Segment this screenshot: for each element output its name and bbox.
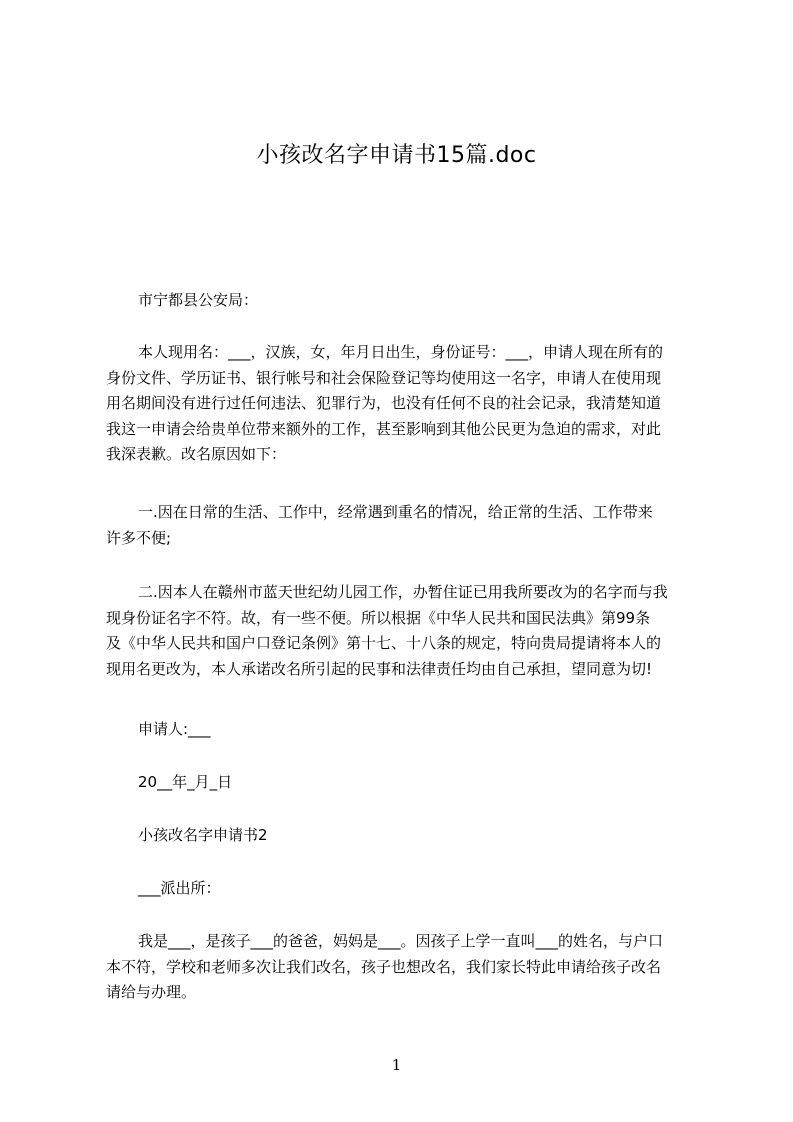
document-title: 小孩改名字申请书15篇.doc <box>256 143 537 168</box>
paragraph-line: 身份文件、学历证书、银行帐号和社会保险登记等均使用这一名字，申请人在使用现 <box>106 368 662 387</box>
salutation: 市宁都县公安局： <box>138 291 259 309</box>
paragraph-line: 用名期间没有进行过任何违法、犯罪行为，也没有任何不良的社会记录，我清楚知道 <box>106 394 662 412</box>
paragraph-line: 我是___，是孩子___的爸爸，妈妈是___。因孩子上学一直叫___的姓名，与户口 <box>138 932 664 950</box>
reason-one-paragraph <box>106 500 706 551</box>
page-number: 1 <box>391 1056 402 1074</box>
applicant-line: 申请人:___ <box>138 720 211 738</box>
paragraph-line: 许多不便; <box>106 528 172 547</box>
paragraph-line: 本不符，学校和老师多次让我们改名，孩子也想改名，我们家长特此申请给孩子改名 <box>106 957 662 976</box>
paragraph-line: 本人现用名：___，汉族，女，年月日出生，身份证号：___，申请人现在所有的 <box>138 343 664 361</box>
paragraph-line: 一.因在日常的生活、工作中，经常遇到重名的情况，给正常的生活、工作带来 <box>138 503 653 521</box>
letter-two-body <box>106 929 706 1006</box>
reason-two-paragraph <box>106 580 706 682</box>
date-line: 20__年_月_日 <box>138 773 233 791</box>
paragraph-line: 二.因本人在赣州市蓝天世纪幼儿园工作，办暂住证已用我所要改为的名字而与我 <box>138 583 668 601</box>
salutation-2: ___派出所： <box>138 879 221 897</box>
paragraph-line: 请给与办理。 <box>106 983 197 1001</box>
paragraph-line: 及《中华人民共和国户口登记条例》第十七、十八条的规定，特向贵局提请将本人的 <box>106 634 662 652</box>
intro-paragraph <box>106 340 706 468</box>
section-heading: 小孩改名字申请书2 <box>138 826 268 844</box>
paragraph-line: 我深表歉。改名原因如下： <box>106 445 287 463</box>
paragraph-line: 我这一申请会给贵单位带来额外的工作，甚至影响到其他公民更为急迫的需求，对此 <box>106 419 662 438</box>
paragraph-line: 现用名更改为，本人承诺改名所引起的民事和法律责任均由自己承担，望同意为切! <box>106 659 653 678</box>
paragraph-line: 现身份证名字不符。故，有一些不便。所以根据《中华人民共和国民法典》第99条 <box>106 608 651 627</box>
